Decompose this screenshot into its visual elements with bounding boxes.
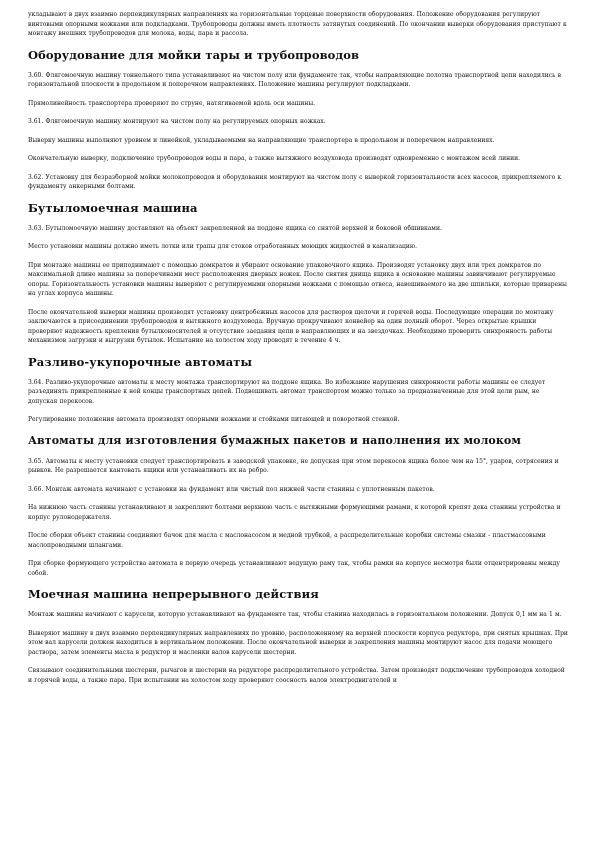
paragraph: При монтаже машины ее приподнимают с помощью домкратов и убирают основание упаковочного ящика. Производят установку двух или трех домкратов по максимальной длине машины за поперечинами мест расположения дверных ножек. После снятия днища ящика в основание машины завинчивают регулируемые опоры. Горизонтальность установки машины выверяют с регулируемыми опорными ножками с помощью отвеса, навешиваемого на две шпильки, которые приварены на углах корпуса машины. xyxy=(28,261,567,297)
paragraph: Выверку машины выполняют уровнем и линейкой, укладываемыми на направляющие транспортера в продольном и поперечном направлениях. xyxy=(28,136,495,144)
paragraph: На нижнюю часть станины устанавливают и закрепляют болтами верхнюю часть с вытяжными формующими рамами, к которой крепят дека станины устройства и корпус рулонодержателя. xyxy=(28,504,561,521)
section-heading: Моечная машина непрерывного действия xyxy=(28,587,319,601)
section-heading: Оборудование для мойки тары и трубопроводов xyxy=(28,47,360,62)
section-heading: Разливо-укупорочные автоматы xyxy=(28,354,253,369)
paragraph: 3.66. Монтаж автомата начинают с установки на фундамент или чистый пол нижней части станины с уплотненным пакетов. xyxy=(28,485,435,493)
paragraph: Монтаж машины начинают с карусели, которую устанавливают на фундаменте так, чтобы станина находилась в горизонтальном положении. Допуск 0,1 мм на 1 м. xyxy=(28,611,562,618)
paragraph: Место установки машины должно иметь лотки или трапы для стоков отработанных моющих жидкостей в канализацию. xyxy=(28,243,418,250)
document-page xyxy=(28,10,568,694)
paragraph: Прямолинейность транспортера проверяют по струне, натягиваемой вдоль оси машины. xyxy=(28,99,316,107)
paragraph: После сборки объект станины соединяют бачок для масла с маслонасосом и медной трубкой, а распределительные коробки системы смазки - пластмассовыми маслопроводными шлангами. xyxy=(28,532,546,549)
paragraph: Окончательную выверку, подключение трубопроводов воды и пара, а также вытяжного воздуховода производят одновременно с монтажом всей линии. xyxy=(28,155,521,162)
paragraph: Выверяют машину в двух взаимно перпендикулярных направлениях по уровню, расположенному на верхней плоскости корпуса редуктора, при снятых крышках. При этом вал карусели должен находиться в вертикальном положении. После окончательной выверки и закрепления машины монтируют насос для подачи моющего раствора, затем элементы масла в редуктор и масленки валов карусели шестерни. xyxy=(28,629,568,656)
paragraph: При сборке формующего устройства автомата в первую очередь устанавливают ведущую раму так, чтобы рамки на корпусе несмотря были отцентрированы между собой. xyxy=(28,560,560,577)
paragraph: 3.65. Автоматы к месту установки следует транспортировать в заводской упаковке, не допуская при этом перекосов ящика более чем на 15°, ударов, сотрясения и рывков. Не разрешается кантовать ящики или устанавливать их на ребро. xyxy=(28,457,559,474)
paragraph: 3.64. Разливо-укупорочные автоматы к месту монтажа транспортируют на поддоне ящика. Во избежание нарушения синхронности работы машины ее следует разъединять прикрепленные к ней концы транспортных цепей. Подвешивать автомат транспортом можно только за предназначенные для этой цели рым, не допуская перекосов. xyxy=(28,378,546,405)
section-heading: Бутыломоечная машина xyxy=(28,200,198,215)
paragraph: Регулирование положения автомата производят опорными ножками и стойками питающей и поворотной стенкой. xyxy=(28,416,400,423)
paragraph: Связывают соединительными шестерни, рычагов и шестерни на редукторе распределительного устройства. Затем производят подключение трубопроводов холодной и горячей воды, а также пара. При испытании на холостом ходу проверяют соосность валов электродвигателей и xyxy=(28,667,565,684)
paragraph: 3.60. Флягомоечную машину тоннельного типа устанавливают на чистом полу или фундаменте так, чтобы направляющие полотна транспортной цепи находились в горизонтальной плоскости в продольном и поперечном направлениях. Положение машины регулируют подкладками. xyxy=(28,71,562,88)
paragraph: 3.61. Флягомоечную машину монтируют на чистом полу на регулируемых опорных ножках. xyxy=(28,118,326,125)
paragraph: укладывают в двух взаимно перпендикулярных направлениях на горизонтальные торцевые поверхности оборудования. Положение оборудования регулируют винтовыми опорными ножками или подкладками. Трубопроводы должны иметь плотность затянутых соединений. По окончании выверки оборудования приступают к монтажу внешних трубопроводов для молока, воды, пара и рассола. xyxy=(28,11,567,37)
paragraph: После окончательной выверки машины производят установку центробежных насосов для растворов щелочи и горячей воды. Последующие операции по монтажу заключаются в присоединении трубопроводов и вытяжного воздуховода. Вручную прокручивают конвейер на один полный оборот. Через открытые крышки проверяют надежность крепления бутылконосителей и отсутствие заедания цепи в направляющих и на звездочках. Необходимо проверить синхронность работы механизмов загрузки и выгрузки бутылок. Испытание на холостом ходу проводят в течение 4 ч. xyxy=(28,308,554,344)
paragraph: 3.63. Бутыломоечную машину доставляют на объект закрепленной на поддоне ящика со снятой верхней и боковой обшивками. xyxy=(28,224,442,232)
paragraph: 3.62. Установку для безразборной мойки молокопроводов и оборудования монтируют на чистом полу с выверкой горизонтальности всех насосов, прикрепляемого к фундаменту анкерными болтами. xyxy=(28,173,562,190)
section-heading: Автоматы для изготовления бумажных пакетов и наполнения их молоком xyxy=(28,433,522,447)
